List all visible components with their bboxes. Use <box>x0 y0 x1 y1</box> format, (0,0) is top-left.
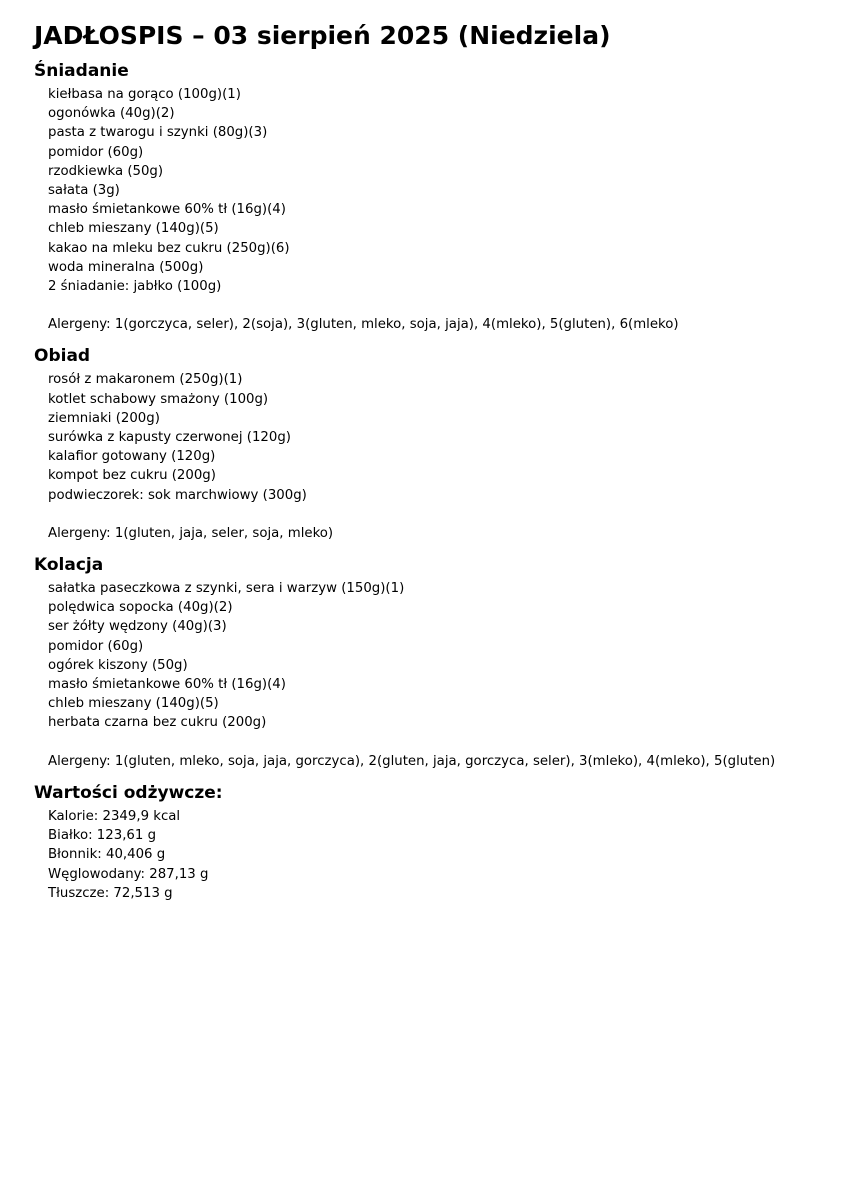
breakfast-allergens: Alergeny: 1(gorczyca, seler), 2(soja), 3(gluten, mleko, soja, jaja), 4(mleko), 5(gluten), 6(mleko) <box>48 317 679 333</box>
nutrition-calories: Kalorie: 2349,9 kcal <box>48 808 181 824</box>
dinner-item: masło śmietankowe 60% tł (16g)(4) <box>48 677 286 693</box>
lunch-item: kotlet schabowy smażony (100g) <box>48 391 269 407</box>
nutrition-fat: Tłuszcze: 72,513 g <box>48 885 173 901</box>
dinner-item: sałatka paseczkowa z szynki, sera i warzyw (150g)(1) <box>48 581 405 597</box>
breakfast-heading: Śniadanie <box>34 61 129 81</box>
dinner-item: polędwica sopocka (40g)(2) <box>48 600 233 616</box>
breakfast-item: masło śmietankowe 60% tł (16g)(4) <box>48 202 286 218</box>
nutrition-protein: Białko: 123,61 g <box>48 828 157 844</box>
lunch-items <box>34 370 848 504</box>
lunch-item: podwieczorek: sok marchwiowy (300g) <box>48 487 307 503</box>
breakfast-section <box>34 60 848 334</box>
breakfast-item: pasta z twarogu i szynki (80g)(3) <box>48 125 268 141</box>
breakfast-item: 2 śniadanie: jabłko (100g) <box>48 279 222 295</box>
lunch-item: kalafior gotowany (120g) <box>48 449 216 465</box>
dinner-item: herbata czarna bez cukru (200g) <box>48 715 267 731</box>
breakfast-items <box>34 85 848 296</box>
dinner-item: ogórek kiszony (50g) <box>48 657 188 673</box>
nutrition-fiber: Błonnik: 40,406 g <box>48 847 166 863</box>
lunch-item: ziemniaki (200g) <box>48 410 160 426</box>
lunch-item: surówka z kapusty czerwonej (120g) <box>48 430 291 446</box>
nutrition-heading: Wartości odżywcze: <box>34 782 223 803</box>
breakfast-item: pomidor (60g) <box>48 144 144 160</box>
dinner-item: pomidor (60g) <box>48 638 144 654</box>
breakfast-item: ogonówka (40g)(2) <box>48 106 175 122</box>
nutrition-section <box>34 782 848 903</box>
lunch-item: kompot bez cukru (200g) <box>48 468 216 484</box>
page-title: JADŁOSPIS – 03 sierpień 2025 (Niedziela) <box>34 21 611 50</box>
breakfast-item: rzodkiewka (50g) <box>48 163 164 179</box>
breakfast-item: chleb mieszany (140g)(5) <box>48 221 219 237</box>
lunch-item: rosół z makaronem (250g)(1) <box>48 372 243 388</box>
nutrition-items <box>34 807 848 903</box>
lunch-heading: Obiad <box>34 346 91 367</box>
breakfast-item: kiełbasa na gorąco (100g)(1) <box>48 87 241 102</box>
lunch-section <box>34 345 848 543</box>
dinner-heading: Kolacja <box>34 555 104 576</box>
lunch-allergens: Alergeny: 1(gluten, jaja, seler, soja, mleko) <box>48 525 334 541</box>
nutrition-carbs: Węglowodany: 287,13 g <box>48 866 209 882</box>
breakfast-item: sałata (3g) <box>48 183 120 199</box>
dinner-item: chleb mieszany (140g)(5) <box>48 696 219 712</box>
breakfast-item: woda mineralna (500g) <box>48 259 204 275</box>
dinner-section <box>34 554 848 771</box>
dinner-item: ser żółty wędzony (40g)(3) <box>48 619 227 635</box>
dinner-items <box>34 579 848 733</box>
dinner-allergens: Alergeny: 1(gluten, mleko, soja, jaja, gorczyca), 2(gluten, jaja, gorczyca, seler), 3(mleko), 4(mleko), 5(gluten) <box>48 753 776 769</box>
breakfast-item: kakao na mleku bez cukru (250g)(6) <box>48 240 290 256</box>
